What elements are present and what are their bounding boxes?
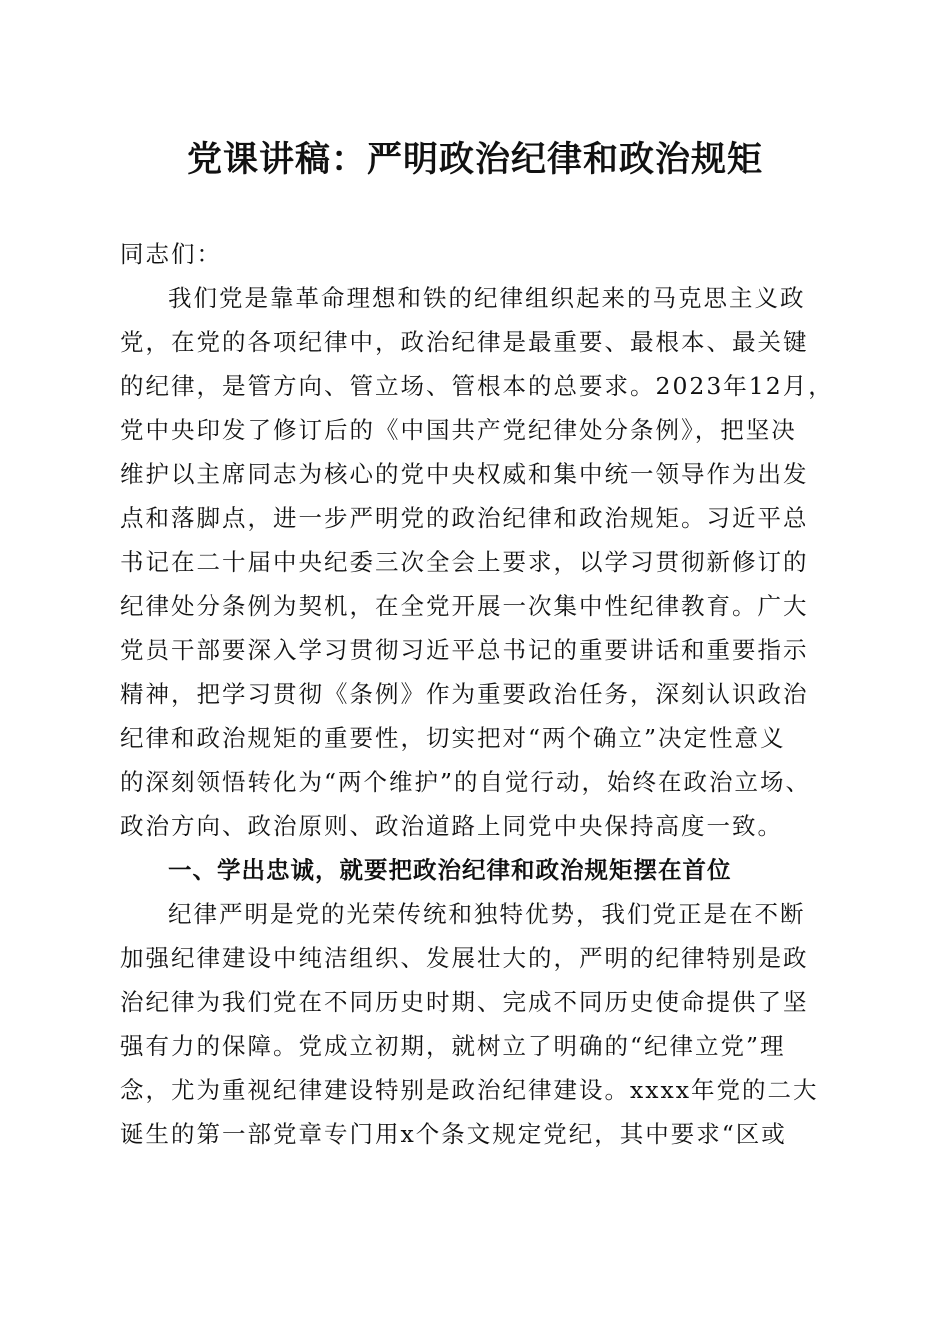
paragraph-line: 念，尤为重视纪律建设特别是政治纪律建设。xxxx年党的二大 — [120, 1076, 819, 1104]
paragraph-line: 我们党是靠革命理想和铁的纪律组织起来的马克思主义政 — [168, 284, 806, 312]
paragraph-line: 的纪律，是管方向、管立场、管根本的总要求。2023年12月， — [120, 372, 834, 400]
paragraph-line: 加强纪律建设中纯洁组织、发展壮大的，严明的纪律特别是政 — [120, 944, 809, 972]
paragraph-line: 政治方向、政治原则、政治道路上同党中央保持高度一致。 — [120, 812, 783, 840]
paragraph-line: 诞生的第一部党章专门用x个条文规定党纪，其中要求“区或 — [120, 1120, 787, 1148]
paragraph-line: 党员干部要深入学习贯彻习近平总书记的重要讲话和重要指示 — [120, 636, 809, 664]
paragraph-line: 纪律和政治规矩的重要性，切实把对“两个确立”决定性意义 — [120, 724, 786, 752]
paragraph-line: 点和落脚点，进一步严明党的政治纪律和政治规矩。习近平总 — [120, 504, 809, 532]
paragraph-line: 纪律严明是党的光荣传统和独特优势，我们党正是在不断 — [168, 900, 806, 928]
document-title: 党课讲稿：严明政治纪律和政治规矩 — [186, 139, 763, 180]
section-heading: 一、学出忠诚，就要把政治纪律和政治规矩摆在首位 — [168, 856, 732, 884]
paragraph-line: 纪律处分条例为契机，在全党开展一次集中性纪律教育。广大 — [120, 592, 809, 620]
paragraph-line: 党中央印发了修订后的《中国共产党纪律处分条例》，把坚决 — [120, 416, 797, 444]
paragraph-line: 精神，把学习贯彻《条例》作为重要政治任务，深刻认识政治 — [120, 680, 809, 708]
paragraph-line: 党，在党的各项纪律中，政治纪律是最重要、最根本、最关键 — [120, 328, 809, 356]
paragraph-line: 强有力的保障。党成立初期，就树立了明确的“纪律立党”理 — [120, 1032, 786, 1060]
paragraph-line: 的深刻领悟转化为“两个维护”的自觉行动，始终在政治立场、 — [120, 768, 812, 796]
paragraph-line: 维护以主席同志为核心的党中央权威和集中统一领导作为出发 — [120, 460, 809, 488]
paragraph-line: 书记在二十届中央纪委三次全会上要求，以学习贯彻新修订的 — [120, 548, 809, 576]
salutation: 同志们： — [120, 240, 222, 268]
paragraph-line: 治纪律为我们党在不同历史时期、完成不同历史使命提供了坚 — [120, 988, 809, 1016]
